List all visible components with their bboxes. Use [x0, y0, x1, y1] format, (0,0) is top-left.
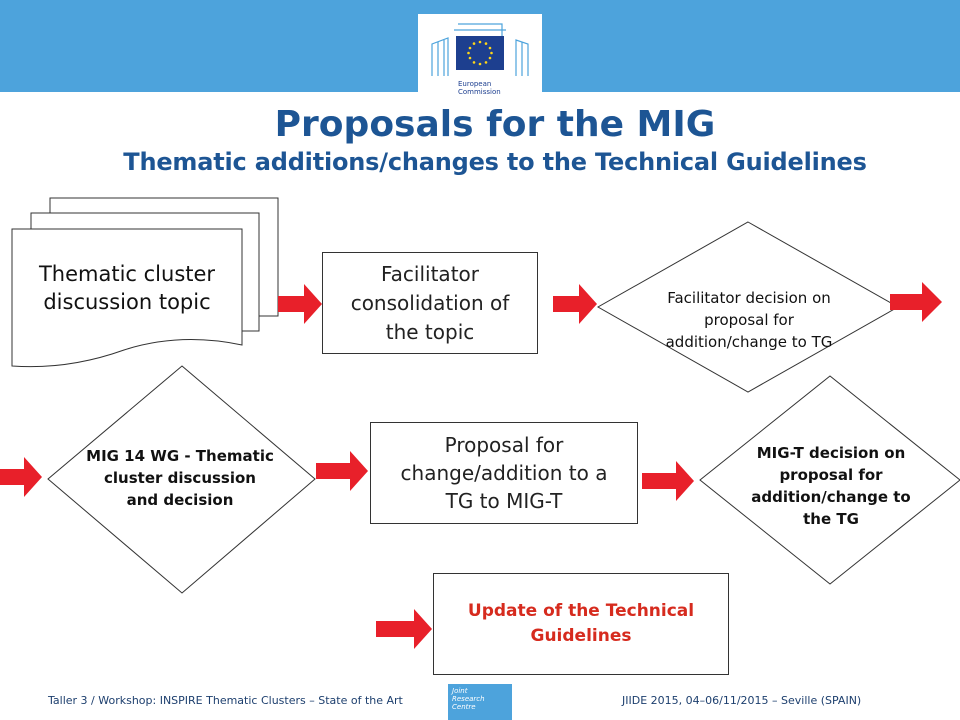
facilitator-consolidation-label: Facilitator consolidation of the topic: [350, 261, 510, 344]
arrow-icon: [316, 451, 368, 491]
jrc-text-centre: Centre: [452, 703, 476, 711]
jrc-text-joint: Joint: [452, 687, 468, 695]
arrow-icon: [0, 457, 42, 497]
jrc-logo: [448, 684, 512, 720]
arrow-icon: [278, 284, 322, 324]
arrow-icon: [553, 284, 597, 324]
update-tg-label: Update of the Technical Guidelines: [467, 601, 695, 646]
page-subtitle: Thematic additions/changes to the Technical Guidelines: [123, 148, 867, 176]
mig14-wg-label: MIG 14 WG - Thematic cluster discussion and decision: [86, 447, 274, 509]
facilitator-consolidation-box: [322, 252, 538, 354]
doc-topic-label: Thematic cluster discussion topic: [38, 262, 216, 314]
arrow-icon: [642, 461, 694, 501]
arrow-icon: [890, 282, 942, 322]
footer-right: JIIDE 2015, 04–06/11/2015 – Seville (SPAIN): [622, 694, 862, 707]
mig-t-decision-label: MIG-T decision on proposal for addition/change to the TG: [751, 444, 911, 528]
logo-text-commission: Commission: [458, 88, 501, 96]
logo-text-european: European: [458, 80, 492, 88]
facilitator-decision-label: Facilitator decision on proposal for addition/change to TG: [665, 289, 833, 351]
footer-left: Taller 3 / Workshop: INSPIRE Thematic Clusters – State of the Art: [48, 694, 403, 707]
page-title: Proposals for the MIG: [274, 104, 716, 145]
jrc-text-research: Research: [452, 695, 485, 703]
arrow-icon: [376, 609, 432, 649]
update-tg-box: [433, 573, 729, 675]
proposal-mig-t-box: [370, 422, 638, 524]
proposal-mig-t-label: Proposal for change/addition to a TG to MIG-T: [400, 433, 608, 513]
